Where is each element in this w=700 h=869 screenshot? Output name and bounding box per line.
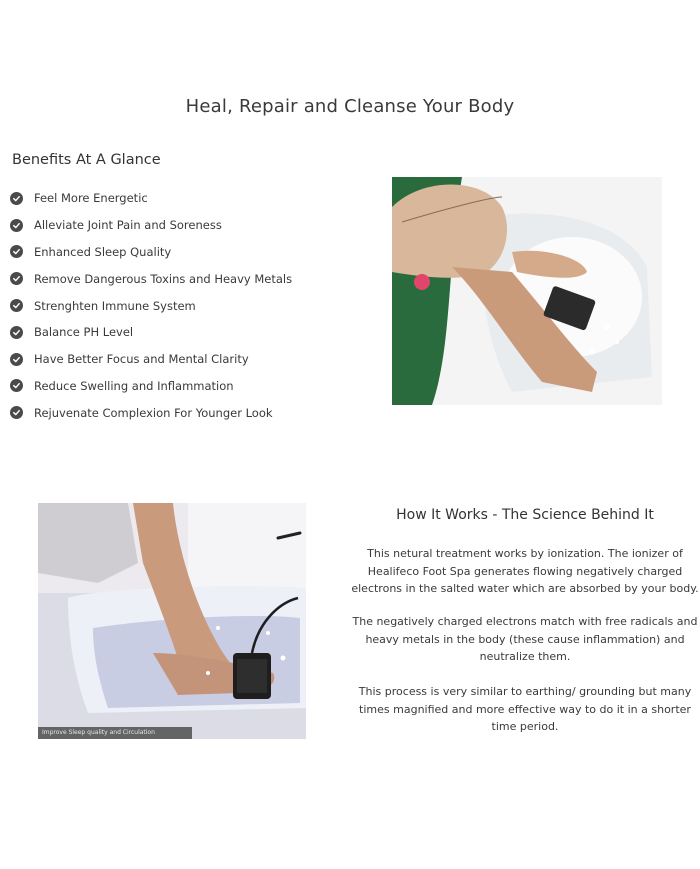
benefit-label: Strenghten Immune System [34, 298, 196, 313]
check-circle-icon [10, 192, 23, 205]
benefit-label: Balance PH Level [34, 325, 134, 340]
list-item [10, 399, 292, 426]
how-it-works-paragraph: This process is very similar to earthing/ grounding but many times magnified and more effective way to do it in a shorter time period. [358, 685, 692, 733]
list-item [10, 292, 292, 319]
check-circle-icon [10, 379, 23, 392]
photo-caption: Improve Sleep quality and Circulation [38, 727, 192, 739]
how-it-works-paragraph: This netural treatment works by ionization. The ionizer of Healifeco Foot Spa generates flowing negatively charged electrons in the salted water which are absorbed by your body. [351, 547, 699, 595]
list-item [10, 212, 292, 239]
how-it-works-heading: How It Works - The Science Behind It [396, 507, 654, 523]
list-item [10, 373, 292, 400]
benefit-label: Alleviate Joint Pain and Soreness [34, 218, 222, 233]
how-it-works-paragraph: The negatively charged electrons match with free radicals and heavy metals in the body (these cause inflammation) and neutralize them. [352, 615, 698, 663]
benefits-list [10, 185, 292, 426]
benefit-label: Rejuvenate Complexion For Younger Look [34, 405, 273, 420]
foot-spa-illustration [392, 177, 662, 405]
list-item [10, 185, 292, 212]
check-circle-icon [10, 406, 23, 419]
list-item [10, 346, 292, 373]
check-circle-icon [10, 219, 23, 232]
check-circle-icon [10, 299, 23, 312]
benefit-label: Remove Dangerous Toxins and Heavy Metals [34, 271, 293, 286]
foot-spa-photo [392, 177, 662, 405]
page-title: Heal, Repair and Cleanse Your Body [185, 96, 515, 117]
check-circle-icon [10, 245, 23, 258]
check-circle-icon [10, 272, 23, 285]
list-item [10, 265, 292, 292]
list-item [10, 239, 292, 266]
benefit-label: Have Better Focus and Mental Clarity [34, 352, 249, 367]
benefits-heading: Benefits At A Glance [12, 152, 161, 168]
benefit-label: Reduce Swelling and Inflammation [34, 378, 234, 393]
benefit-label: Enhanced Sleep Quality [34, 244, 172, 259]
list-item [10, 319, 292, 346]
ionizer-photo [38, 503, 306, 739]
check-circle-icon [10, 326, 23, 339]
benefit-label: Feel More Energetic [34, 191, 148, 206]
ionizer-illustration [38, 503, 306, 739]
check-circle-icon [10, 353, 23, 366]
